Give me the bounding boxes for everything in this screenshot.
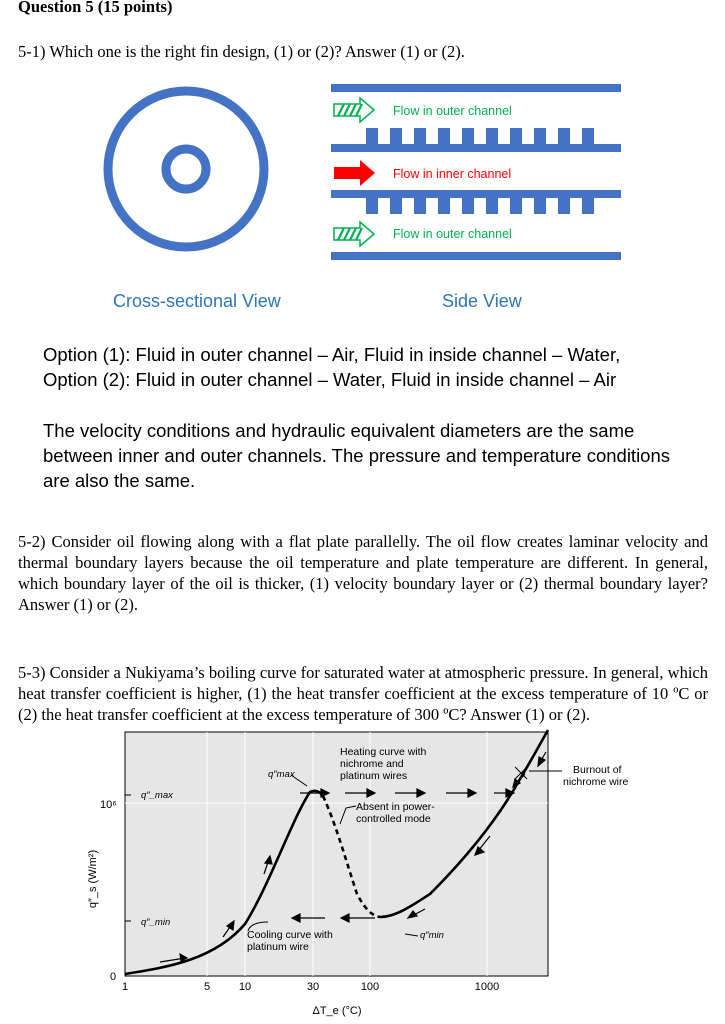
option-2: Option (2): Fluid in outer channel – Water, Fluid in inside channel – Air — [43, 369, 617, 390]
annotation-burnout-line-1: Burnout of — [573, 764, 622, 776]
cross-section-view — [108, 91, 264, 247]
outer-flow-arrow-bottom — [334, 222, 374, 246]
outer-wall-bottom — [331, 252, 621, 260]
fin — [366, 198, 378, 214]
annotation-heating-line-2: nichrome and — [340, 758, 404, 770]
inner-wall-bottom — [331, 190, 621, 198]
annotation-absent — [356, 801, 438, 825]
x-tick-100: 100 — [360, 981, 380, 993]
question-5-3: 5-3) Consider a Nukiyama’s boiling curve for saturated water at atmospheric pressure. In general, which heat transfer coefficient is higher, (1) the heat transfer coefficient at the excess temperature of 10 ºC or (2) the heat transfer coefficient at the excess temperature of 300 ºC? Answer (1) or (2). — [18, 663, 708, 724]
y-marker-qmax: q″_max — [141, 790, 173, 801]
inner-wall-top — [331, 144, 621, 152]
y-tick-0: 0 — [110, 971, 117, 983]
fins-bottom — [366, 198, 594, 214]
annotation-qmin: q″min — [420, 930, 444, 941]
question-title: Question 5 (15 points) — [18, 0, 173, 16]
outer-flow-label-top: Flow in outer channel — [393, 104, 512, 118]
fin — [486, 128, 498, 144]
outer-pipe-ring — [108, 91, 264, 247]
annotation-heating-line-1: Heating curve with — [340, 746, 427, 758]
side-view-caption: Side View — [442, 291, 522, 311]
annotation-burnout — [563, 764, 629, 788]
fin — [582, 128, 594, 144]
inner-flow-label: Flow in inner channel — [393, 167, 512, 181]
annotation-cooling-line-1: Cooling curve with — [247, 929, 333, 941]
cross-sectional-caption: Cross-sectional View — [113, 291, 281, 311]
fin — [390, 128, 402, 144]
fin — [558, 198, 570, 214]
fin — [462, 198, 474, 214]
fins-top — [366, 128, 594, 144]
inner-flow-arrow — [334, 160, 375, 186]
annotation-absent-line-1: Absent in power- — [356, 801, 435, 813]
fin — [534, 198, 546, 214]
y-axis-label: q″_s (W/m²) — [87, 849, 99, 909]
fin — [390, 198, 402, 214]
conditions-note: The velocity conditions and hydraulic equivalent diameters are the same between inner and outer channels. The pressure and temperature conditions are also the same. — [43, 420, 671, 491]
side-view — [331, 84, 621, 260]
x-tick-1: 1 — [121, 981, 129, 993]
fin-design-figure — [0, 70, 725, 360]
annotation-cooling-line-2: platinum wire — [247, 941, 309, 953]
fin — [438, 128, 450, 144]
plot-area — [125, 732, 548, 976]
boiling-curve-chart — [0, 724, 725, 1024]
annotation-heating-line-3: platinum wires — [340, 770, 408, 782]
outer-flow-label-bottom: Flow in outer channel — [393, 227, 512, 241]
option-1: Option (1): Fluid in outer channel – Air, Fluid in inside channel – Water, — [43, 344, 621, 365]
x-tick-1000: 1000 — [474, 981, 500, 993]
x-tick-5: 5 — [203, 981, 211, 993]
fin — [510, 198, 522, 214]
y-marker-qmin: q″_min — [141, 917, 171, 928]
fin — [486, 198, 498, 214]
question-5-1: 5-1) Which one is the right fin design, (1) or (2)? Answer (1) or (2). — [18, 42, 465, 61]
y-tick-1e6: 10⁶ — [100, 799, 117, 811]
x-tick-10: 10 — [238, 981, 252, 993]
fin — [558, 128, 570, 144]
x-axis-label: ΔT_e (°C) — [312, 1005, 362, 1017]
annotation-burnout-line-2: nichrome wire — [563, 776, 629, 788]
fin — [462, 128, 474, 144]
outer-flow-arrow-top — [334, 98, 374, 122]
fin — [438, 198, 450, 214]
annotation-qmax: q″max — [268, 769, 295, 780]
fin — [366, 128, 378, 144]
fin — [414, 198, 426, 214]
fin — [582, 198, 594, 214]
inner-pipe-ring — [166, 149, 206, 189]
fin — [510, 128, 522, 144]
question-5-2: 5-2) Consider oil flowing along with a flat plate parallelly. The oil flow creates laminar velocity and thermal boundary layers because the oil temperature and plate temperature are different. In general, which boundary layer of the oil is thicker, (1) velocity boundary layer or (2) thermal boundary layer? Answer (1) or (2). — [18, 532, 708, 614]
outer-wall-top — [331, 84, 621, 92]
annotation-absent-line-2: controlled mode — [356, 813, 431, 825]
fin — [414, 128, 426, 144]
fin — [534, 128, 546, 144]
x-tick-30: 30 — [306, 981, 320, 993]
